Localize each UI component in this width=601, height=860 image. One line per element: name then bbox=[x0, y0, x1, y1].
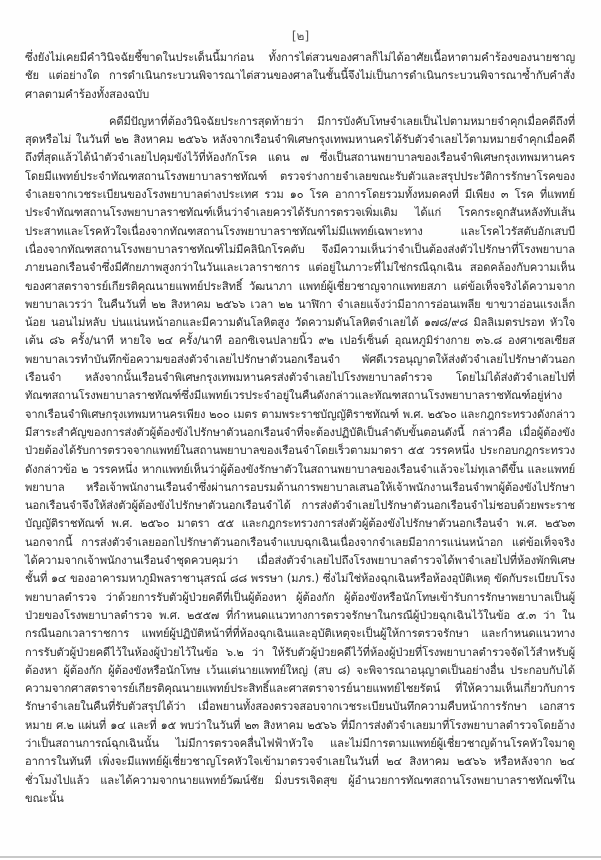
paragraph-continuation: ซึ่งยังไม่เคยมีคำวินิจฉัยชี้ขาดในประเด็นนี้มาก่อน ทั้งการไต่สวนของศาลก็ไม่ได้อาศัยเนื้อหาตามคำร้องของนายชาญชัย แต่อย่างใด การดำเนินกระบวนพิจารณาไต่สวนของศาลในชั้นนี้จึงไม่เป็นการดำเนินกระบวนพิจารณาซ้ำกับคำสั่งศาลตามคำร้องทั้งสองฉบับ bbox=[25, 51, 575, 101]
document-body bbox=[25, 49, 575, 808]
page-number: [๒] bbox=[291, 29, 310, 43]
page-bottom-border bbox=[0, 856, 601, 858]
paragraph-final-issue: คดีมีปัญหาที่ต้องวินิจฉัยประการสุดท้ายว่า มีการบังคับโทษจำเลยเป็นไปตามหมายจำคุกเมื่อคดีถึงที่สุดหรือไม่ ในวันที่ ๒๒ สิงหาคม ๒๕๖๖ หลังจากเรือนจำพิเศษกรุงเทพมหานครได้รับตัวจำเลยไว้ตามหมายจำคุกเมื่อคดีถึงที่สุดแล้วได้นำตัวจำเลยไปคุมขังไว้ที่ห้องกักโรค แดน ๗ ซึ่งเป็นสถานพยาบาลของเรือนจำพิเศษกรุงเทพมหานคร โดยมีแพทย์ประจำทัณฑสถานโรงพยาบาลราชทัณฑ์ ตรวจร่างกายจำเลยขณะรับตัวและสรุปประวัติการรักษาโรคของจำเลยจากเวชระเบียนของโรงพยาบาลต่างประเทศ รวม ๑๐ โรค อาการโดยรวมทั้งหมดคงที่ มีเพียง ๓ โรค ที่แพทย์ประจำทัณฑสถานโรงพยาบาลราชทัณฑ์เห็นว่าจำเลยควรได้รับการตรวจเพิ่มเติม ได้แก่ โรคกระดูกสันหลังทับเส้นประสาทและโรคหัวใจเนื่องจากทัณฑสถานโรงพยาบาลราชทัณฑ์ไม่มีแพทย์เฉพาะทาง และโรคไวรัสตับอักเสบบีเนื่องจากทัณฑสถานโรงพยาบาลราชทัณฑ์ไม่มีคลินิกโรคตับ จึงมีความเห็นว่าจำเป็นต้องส่งตัวไปรักษาที่โรงพยาบาลภายนอกเรือนจำซึ่งมีศักยภาพสูงกว่าในวันและเวลาราชการ แต่อยู่ในภาวะที่ไม่ใช่กรณีฉุกเฉิน สอดคล้องกับความเห็นของศาสตราจารย์เกียรติคุณนายแพทย์ประสิทธิ์ วัฒนาภา แพทย์ผู้เชี่ยวชาญจากแพทยสภา แต่ข้อเท็จจริงได้ความจากพยาบาลเวรว่า ในคืนวันที่ ๒๒ สิงหาคม ๒๕๖๖ เวลา ๒๒ นาฬิกา จำเลยแจ้งว่ามีอาการอ่อนเพลีย ขาขวาอ่อนแรงเล็กน้อย นอนไม่หลับ บ่นแน่นหน้าอกและมีความดันโลหิตสูง วัดความดันโลหิตจำเลยได้ ๑๗๘/๙๘ มิลลิเมตรปรอท หัวใจเต้น ๘๖ ครั้ง/นาที หายใจ ๒๔ ครั้ง/นาที ออกซิเจนปลายนิ้ว ๙๒ เปอร์เซ็นต์ อุณหภูมิร่างกาย ๓๖.๘ องศาเซลเซียส พยาบาลเวรทำบันทึกข้อความขอส่งตัวจำเลยไปรักษาตัวนอกเรือนจำ พัศดีเวรอนุญาตให้ส่งตัวจำเลยไปรักษาตัวนอกเรือนจำ หลังจากนั้นเรือนจำพิเศษกรุงเทพมหานครส่งตัวจำเลยไปโรงพยาบาลตำรวจ โดยไม่ได้ส่งตัวจำเลยไปที่ทัณฑสถานโรงพยาบาลราชทัณฑ์ซึ่งมีแพทย์เวรประจำอยู่ในคืนดังกล่าวและทัณฑสถานโรงพยาบาลราชทัณฑ์อยู่ห่างจากเรือนจำพิเศษกรุงเทพมหานครเพียง ๒๐๐ เมตร ตามพระราชบัญญัติราชทัณฑ์ พ.ศ. ๒๕๖๐ และกฎกระทรวงดังกล่าวมีสาระสำคัญของการส่งตัวผู้ต้องขังไปรักษาตัวนอกเรือนจำที่จะต้องปฏิบัติเป็นลำดับขั้นตอนดังนี้ กล่าวคือ เมื่อผู้ต้องขังป่วยต้องได้รับการตรวจจากแพทย์ในสถานพยาบาลของเรือนจำโดยเร็วตามมาตรา ๕๕ วรรคหนึ่ง ประกอบกฎกระทรวงดังกล่าวข้อ ๒ วรรคหนึ่ง หากแพทย์เห็นว่าผู้ต้องขังรักษาตัวในสถานพยาบาลของเรือนจำแล้วจะไม่ทุเลาดีขึ้น และแพทย์ พยาบาล หรือเจ้าพนักงานเรือนจำซึ่งผ่านการอบรมด้านการพยาบาลเสนอให้เจ้าพนักงานเรือนจำพาผู้ต้องขังไปรักษานอกเรือนจำจึงให้ส่งตัวผู้ต้องขังไปรักษาตัวนอกเรือนจำได้ การส่งตัวจำเลยไปรักษาตัวนอกเรือนจำไม่ชอบด้วยพระราชบัญญัติราชทัณฑ์ พ.ศ. ๒๕๖๐ มาตรา ๕๕ และกฎกระทรวงการส่งตัวผู้ต้องขังไปรักษาตัวนอกเรือนจำ พ.ศ. ๒๕๖๓ นอกจากนี้ การส่งตัวจำเลยออกไปรักษาตัวนอกเรือนจำแบบฉุกเฉินเนื่องจากจำเลยมีอาการแน่นหน้าอก แต่ข้อเท็จจริงได้ความจากเจ้าพนักงานเรือนจำชุดควบคุมว่า เมื่อส่งตัวจำเลยไปถึงโรงพยาบาลตำรวจได้พาจำเลยไปที่ห้องพักพิเศษ ชั้นที่ ๑๔ ของอาคารมหาภูมิพลราชานุสรณ์ ๘๘ พรรษา (มภร.) ซึ่งไม่ใช่ห้องฉุกเฉินหรือห้องอุบัติเหตุ ขัดกับระเบียบโรงพยาบาลตำรวจ ว่าด้วยการรับตัวผู้ป่วยคดีที่เป็นผู้ต้องหา ผู้ต้องกัก ผู้ต้องขังหรือนักโทษเข้ารับการรักษาพยาบาลเป็นผู้ป่วยของโรงพยาบาลตำรวจ พ.ศ. ๒๕๕๗ ที่กำหนดแนวทางการตรวจรักษาในกรณีผู้ป่วยฉุกเฉินไว้ในข้อ ๕.๓ ว่า ในกรณีนอกเวลาราชการ แพทย์ผู้ปฏิบัติหน้าที่ที่ห้องฉุกเฉินและอุบัติเหตุจะเป็นผู้ให้การตรวจรักษา และกำหนดแนวทางการรับตัวผู้ป่วยคดีไว้ในห้องผู้ป่วยไว้ในข้อ ๖.๒ ว่า ให้รับตัวผู้ป่วยคดีไว้ที่ห้องผู้ป่วยที่โรงพยาบาลตำรวจจัดไว้สำหรับผู้ต้องหา ผู้ต้องกัก ผู้ต้องขังหรือนักโทษ เว้นแต่นายแพทย์ใหญ่ (สบ ๘) จะพิจารณาอนุญาตเป็นอย่างอื่น ประกอบกับได้ความจากศาสตราจารย์เกียรติคุณนายแพทย์ประสิทธิ์และศาสตราจารย์นายแพทย์ไชยรัตน์ ที่ให้ความเห็นเกี่ยวกับการรักษาจำเลยในคืนที่รับตัวสรุปได้ว่า เมื่อพยานทั้งสองตรวจสอบจากเวชระเบียนบันทึกความคืบหน้าการรักษา เอกสารหมาย ศ.๒ แผ่นที่ ๑๔ และที่ ๑๕ พบว่าในวันที่ ๒๓ สิงหาคม ๒๕๖๖ ที่มีการส่งตัวจำเลยมาที่โรงพยาบาลตำรวจโดยอ้างว่าเป็นสถานการณ์ฉุกเฉินนั้น ไม่มีการตรวจคลื่นไฟฟ้าหัวใจ และไม่มีการตามแพทย์ผู้เชี่ยวชาญด้านโรคหัวใจมาดูอาการในทันที เพิ่งจะมีแพทย์ผู้เชี่ยวชาญโรคหัวใจเข้ามาตรวจจำเลยในวันที่ ๒๔ สิงหาคม ๒๕๖๖ หรือหลังจาก ๒๔ ชั่วโมงไปแล้ว และได้ความจากนายแพทย์วัฒน์ชัย มิ่งบรรเจิดสุข ผู้อำนวยการทัณฑสถานโรงพยาบาลราชทัณฑ์ในขณะนั้น bbox=[25, 114, 575, 805]
